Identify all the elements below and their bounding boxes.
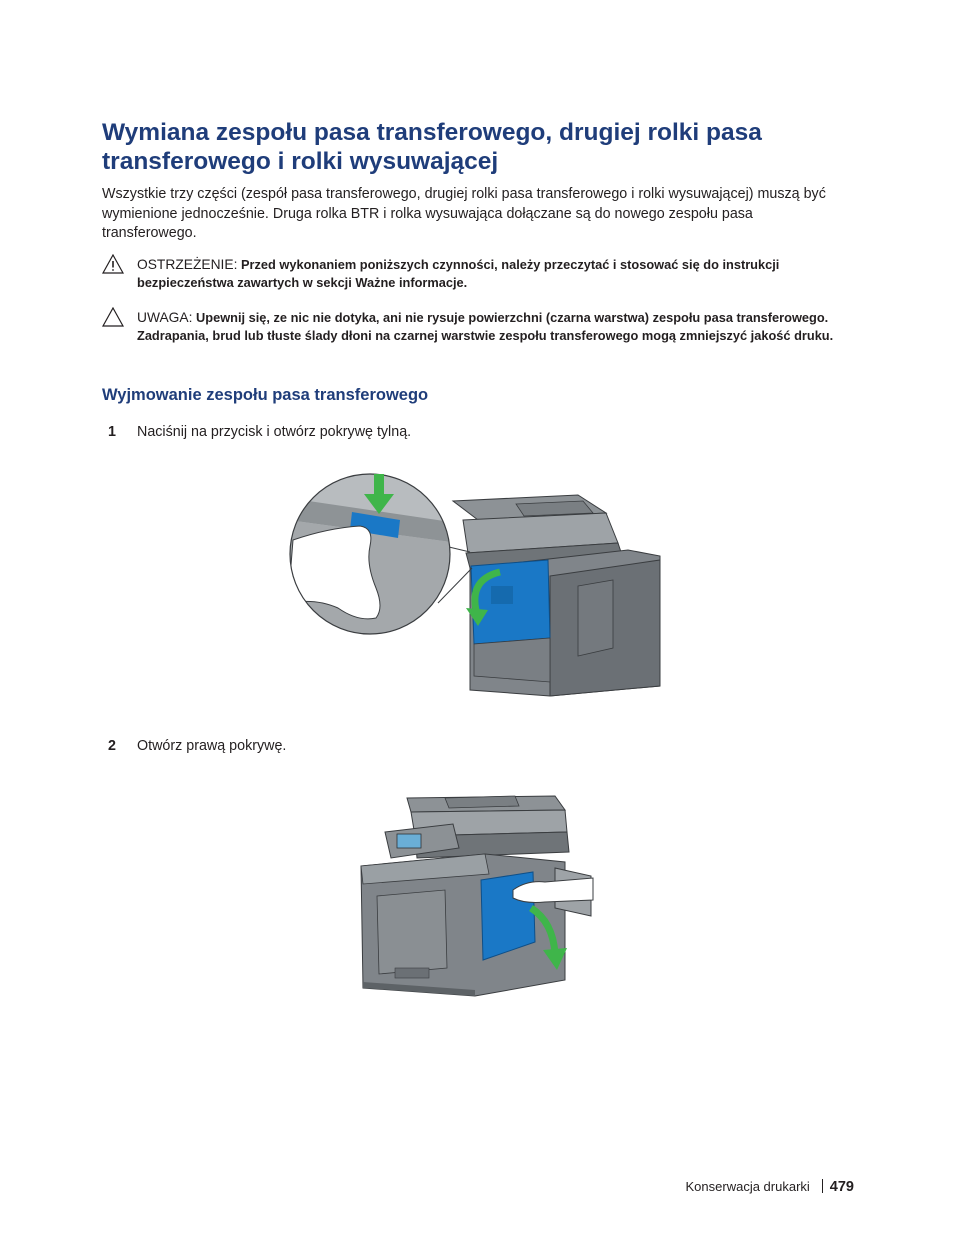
intro-paragraph: Wszystkie trzy części (zespół pasa transferowego, drugiej rolki pasa transferowego i rolki wysuwającej) muszą być wymienione jednocześnie. Druga rolka BTR i rolka wysuwająca dołączane są do nowego zespołu pasa transferowego. bbox=[102, 186, 826, 241]
page-number: 479 bbox=[829, 1179, 854, 1195]
footer-section: Konserwacja drukarki bbox=[685, 1179, 810, 1194]
footer-divider bbox=[822, 1179, 823, 1193]
step-number: 2 bbox=[108, 738, 116, 754]
caution-text: Upewnij się, ze nic nie dotyka, ani nie rysuje powierzchni (czarna warstwa) zespołu pasa transferowego. Zadrapania, brud lub tłuste ślady dłoni na czarnej warstwie zespołu transferowego mogą zmniejszyć jakość druku. bbox=[137, 310, 834, 343]
warning-text: Przed wykonaniem poniższych czynności, należy przeczytać i stosować się do instrukcji bezpieczeństwa zawartych w sekcji Ważne informacje. bbox=[137, 257, 780, 290]
page-title: Wymiana zespołu pasa transferowego, drugiej rolki pasa transferowego i rolki wysuwającej bbox=[102, 119, 762, 175]
page-footer bbox=[686, 1179, 854, 1195]
section-subheading: Wyjmowanie zespołu pasa transferowego bbox=[102, 386, 429, 404]
step-text: Otwórz prawą pokrywę. bbox=[137, 738, 287, 754]
right-cover-illustration bbox=[355, 792, 600, 1008]
warning-triangle-icon bbox=[102, 254, 124, 274]
rear-cover-illustration bbox=[288, 468, 668, 703]
step-number: 1 bbox=[108, 424, 116, 440]
caution-triangle-icon bbox=[102, 307, 124, 327]
step-text: Naciśnij na przycisk i otwórz pokrywę tylną. bbox=[137, 424, 412, 440]
caution-label: UWAGA: bbox=[137, 310, 193, 325]
warning-label: OSTRZEŻENIE: bbox=[137, 257, 238, 272]
